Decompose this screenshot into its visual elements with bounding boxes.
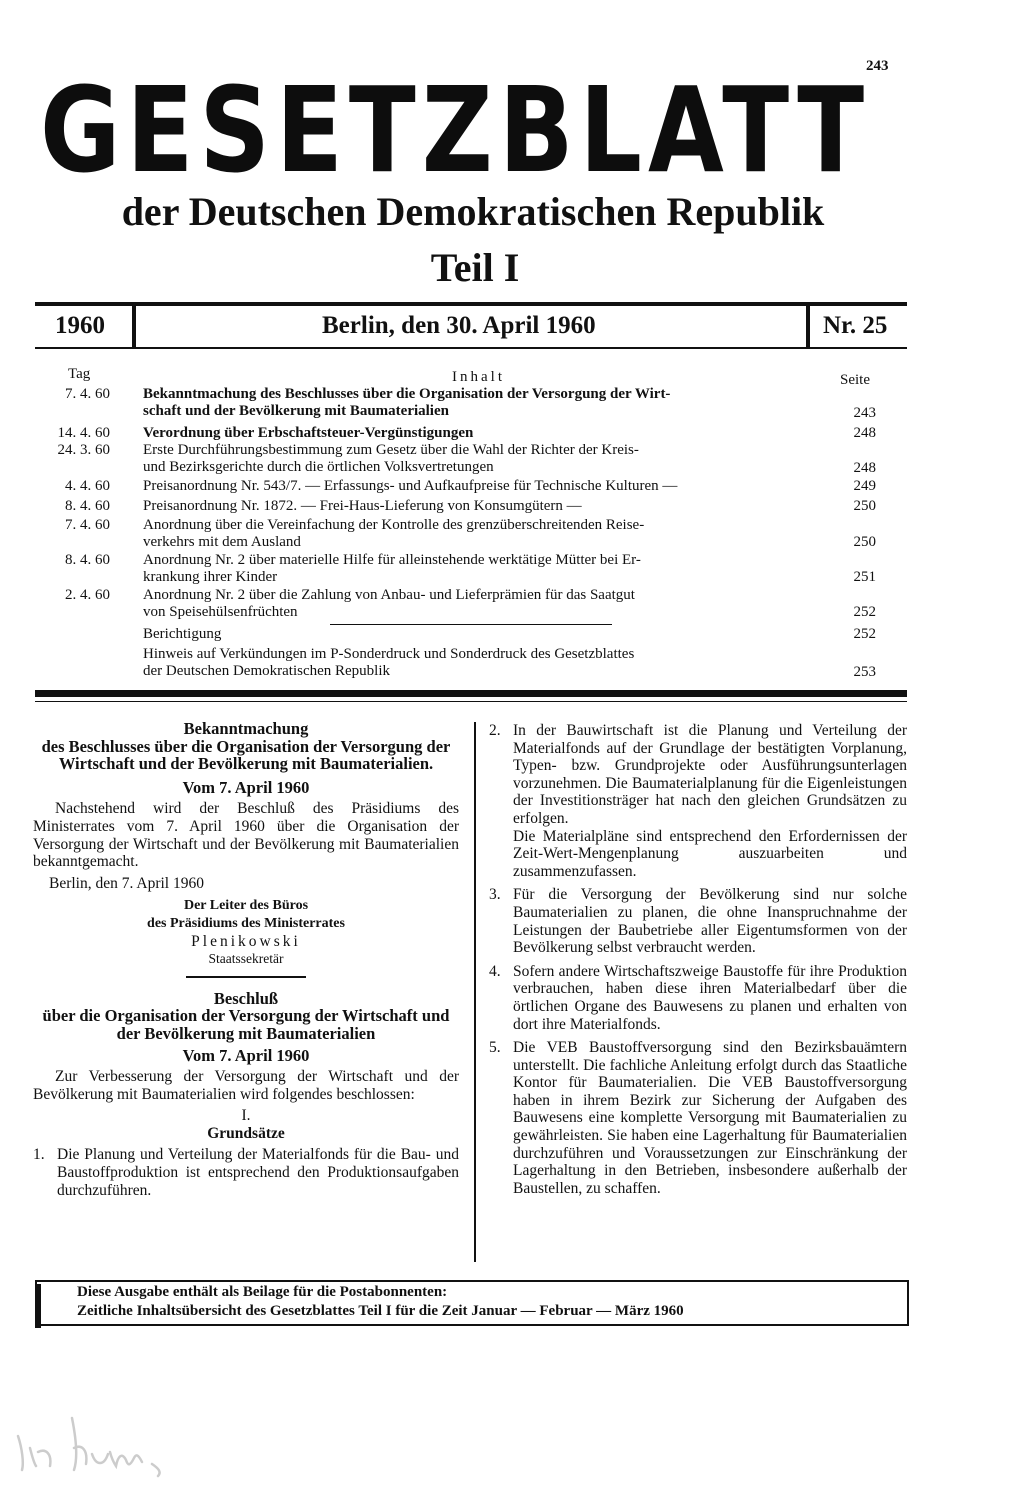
column-separator [474, 722, 476, 1262]
handwritten-signature [12, 1408, 212, 1478]
announcement-date: Vom 7. April 1960 [182, 777, 310, 797]
signature-org-line1: Der Leiter des Büros [183, 898, 309, 914]
signature-title: Staatssekretär [208, 951, 284, 967]
item-number: 1. [33, 1146, 45, 1164]
toc-entry-page: 248 [853, 425, 876, 441]
toc-col-day: Tag [68, 366, 91, 382]
toc-entry-line: Verordnung über Erbschaftsteuer-Vergünstigungen [143, 425, 474, 441]
item-text: Die Planung und Verteilung der Materialfonds für die Bau- und Baustoffproduktion ist entsprechend den Produktionsaufgaben durchzuführen. [57, 1146, 459, 1199]
toc-entry-page: 249 [853, 478, 876, 494]
toc-entry-page: 248 [853, 460, 876, 476]
toc-entry-line: verkehrs mit dem Ausland [143, 534, 301, 550]
resolution-item [489, 963, 907, 1033]
masthead-subtitle: der Deutschen Demokratischen Republik [121, 189, 825, 234]
resolution-intro: Zur Verbesserung der Versorgung der Wirtschaft und der Bevölkerung mit Baumaterialien wird folgendes beschlossen: [33, 1068, 459, 1103]
toc-entry-date: 14. 4. 60 [57, 425, 110, 441]
header-divider-left [132, 306, 136, 347]
toc-bottom-rule-thin [35, 701, 907, 702]
toc-entry-date: 8. 4. 60 [65, 552, 110, 568]
toc-entry-page: 250 [853, 498, 876, 514]
item-number: 4. [489, 962, 501, 980]
left-column [33, 720, 459, 1203]
resolution-item [489, 722, 907, 880]
supplement-box [35, 1280, 909, 1326]
announcement-subtitle: des Beschlusses über die Organisation der Versorgung der Wirtschaft und der Bevölkerung mit Baumaterialien. [41, 736, 451, 774]
section-title: Grundsätze [207, 1124, 285, 1142]
toc-entry-page: 251 [853, 569, 876, 585]
toc-col-content: Inhalt [452, 369, 505, 385]
toc-entry-date: 7. 4. 60 [65, 386, 110, 402]
resolution-title: Beschluß [213, 988, 279, 1008]
toc-entry-date: 24. 3. 60 [57, 442, 110, 458]
toc-entry-line: Anordnung Nr. 2 über die Zahlung von Anbau- und Lieferprämien für das Saatgut [143, 587, 635, 603]
toc-entry-date: 4. 4. 60 [65, 478, 110, 494]
toc-col-page: Seite [840, 372, 870, 388]
issue-place-date: Berlin, den 30. April 1960 [322, 312, 596, 339]
toc-bottom-rule-thick [35, 690, 907, 697]
header-divider-right [806, 306, 810, 347]
header-top-rule [35, 302, 907, 306]
supplement-line1: Diese Ausgabe enthält als Beilage für die Postabonnenten: [77, 1284, 448, 1300]
toc-entry-page: 250 [853, 534, 876, 550]
toc-entry-line: Bekanntmachung des Beschlusses über die Organisation der Versorgung der Wirt- [143, 386, 671, 402]
toc-inner-rule [330, 624, 612, 625]
toc-entry-line: Hinweis auf Verkündungen im P-Sonderdruck und Sonderdruck des Gesetzblattes [143, 646, 635, 662]
announcement-place-date: Berlin, den 7. April 1960 [49, 874, 204, 892]
part-label: Teil I [430, 245, 520, 290]
page-number: 243 [866, 58, 889, 74]
toc-entry-line: Anordnung Nr. 2 über materielle Hilfe für alleinstehende werktätige Mütter bei Er- [143, 552, 641, 568]
item-number: 5. [489, 1039, 501, 1057]
toc-entry-date: 2. 4. 60 [65, 587, 110, 603]
toc-entry-line: krankung ihrer Kinder [143, 569, 278, 585]
item-text: In der Bauwirtschaft ist die Planung und Verteilung der Materialfonds auf der Grundlage der bestätigten Vorplanung, Typen- bzw. Grundprojekte oder Ausführungsunterlagen vorzunehmen. Die Baumaterialplanung für die Eigenleistungen der Investitionsträger hat nach den gleichen Grundsätzen zu erfolgen. [513, 722, 907, 827]
toc-entry-line: der Deutschen Demokratischen Republik [143, 663, 391, 679]
masthead-title: GESETZBLATT [40, 62, 871, 200]
toc-entry-line: und Bezirksgerichte durch die örtlichen Volksvertretungen [143, 459, 494, 475]
toc-entry-line: Preisanordnung Nr. 1872. — Frei-Haus-Lieferung von Konsumgütern — [143, 498, 582, 514]
supplement-line2: Zeitliche Inhaltsübersicht des Gesetzblattes Teil I für die Zeit Januar — Februar — März 1960 [77, 1303, 684, 1319]
toc-entry-line: Anordnung über die Vereinfachung der Kontrolle des grenzüberschreitenden Reise- [143, 517, 645, 533]
item-number: 2. [489, 722, 501, 739]
item-text: Sofern andere Wirtschaftszweige Baustoffe für ihre Produktion verbrauchen, haben diese ihren Materialbedarf über die örtlichen Organe des Bauwesens zu planen und erhalten von dort ihre Materialfonds. [513, 962, 907, 1033]
toc-entry-page: 243 [853, 405, 876, 421]
toc-entry-page: 252 [853, 604, 876, 620]
toc-entry-line: Berichtigung [143, 626, 222, 642]
item-extra-text: Die Materialpläne sind entsprechend den Erfordernissen der Zeit-Wert-Mengenplanung auszuarbeiten und zusammenzufassen. [513, 827, 907, 880]
toc-entry-date: 8. 4. 60 [65, 498, 110, 514]
resolution-item [489, 1039, 907, 1197]
item-text: Die VEB Baustoffversorgung sind den Bezirksbauämtern unterstellt. Die fachliche Anleitung erfolgt durch das Staatliche Kontor für Baumaterialien. Die VEB Baustoffversorgung haben in ihrem Bezirk zur Sicherung der Aufgaben des Bauwesens eine komplette Versorgung mit Baumaterialien zu gewährleisten. Sie haben eine Lagerhaltung für Baumaterialien durchzuführen und Voraussetzungen zur Einschränkung der Lagerhaltung in den Betrieben, insbesondere außerhalb der Baustellen, zu schaffen. [513, 1039, 907, 1197]
item-number: 3. [489, 886, 501, 904]
issue-year: 1960 [55, 312, 105, 339]
announcement-text: Nachstehend wird der Beschluß des Präsidiums des Ministerrates vom 7. April 1960 über die Organisation der Versorgung der Wirtschaft und der Bevölkerung mit Baumaterialien bekanntgemacht. [33, 800, 459, 871]
toc-entry-line: Erste Durchführungsbestimmung zum Gesetz über die Wahl der Richter der Kreis- [143, 442, 639, 458]
issue-number: Nr. 25 [823, 312, 888, 339]
header-bottom-rule [35, 347, 907, 349]
toc-entry-date: 7. 4. 60 [65, 517, 110, 533]
toc-entry-page: 253 [853, 664, 876, 680]
item-text: Für die Versorgung der Bevölkerung sind nur solche Baumaterialien zu planen, die ohne Inanspruchnahme der Leistungen der Baubetriebe aller Eigentumsformen von der Bevölkerung selbst verbraucht werden. [513, 886, 907, 957]
section-number: I. [241, 1107, 251, 1125]
toc-entry-line: von Speisehülsenfrüchten [143, 604, 298, 620]
toc-entry-line: schaft und der Bevölkerung mit Baumaterialien [143, 403, 449, 419]
resolution-item [489, 886, 907, 956]
right-column [489, 722, 907, 1203]
announcement-title: Bekanntmachung [183, 719, 309, 738]
toc-entry-line: Preisanordnung Nr. 543/7. — Erfassungs- und Aufkaufpreise für Technische Kulturen — [143, 478, 678, 494]
section-divider [186, 976, 306, 978]
signature-name: Plenikowski [191, 932, 301, 950]
resolution-subtitle: über die Organisation der Versorgung der Wirtschaft und der Bevölkerung mit Baumaterialien [42, 1006, 450, 1043]
signature-org-line2: des Präsidiums des Ministerrates [147, 915, 345, 931]
toc-entry-page: 252 [853, 626, 876, 642]
resolution-item [33, 1146, 459, 1199]
resolution-date: Vom 7. April 1960 [182, 1045, 310, 1065]
